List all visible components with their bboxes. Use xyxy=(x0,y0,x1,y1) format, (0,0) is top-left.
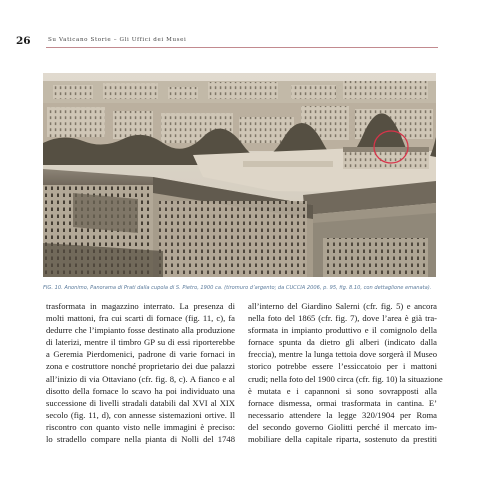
running-head: Su Vaticano Storie – Gli Uffici dei Musei xyxy=(48,37,187,43)
figure-caption: FIG. 10. Anonimo, Panorama di Prati dalla cupola di S. Pietro, 1900 ca. (tiromuro d’argento; da CUCCIA 2006, p. 95, fig. 8.10, con dettaglione emanata). xyxy=(43,285,432,291)
text-line: a Geremia Pierdomenici, padrone di varie fornaci in xyxy=(46,349,235,360)
text-line: trasformata in magazzino interrato. La presenza di xyxy=(46,301,235,311)
figure-photo xyxy=(43,73,436,277)
text-line: riscontro con quanto visto nelle immagini è preciso: xyxy=(46,421,235,432)
panorama-photograph xyxy=(43,73,436,277)
text-line: freccia), mentre la lunga tettoia dove sorgerà il Museo xyxy=(248,349,437,360)
text-line: necessario attendere la legge 320/1904 per Roma xyxy=(248,409,437,420)
header-rule xyxy=(46,47,438,48)
text-line: all’interno del Giardino Salerni (cfr. fig. 5) e ancora xyxy=(248,301,437,311)
text-line: lo stradello compare nella pianta di Nolli del 1748 xyxy=(46,434,235,445)
text-line: molti mattoni, fra cui scarti di fornace (fig. 11, c), fa xyxy=(46,313,235,324)
text-line: fornace spunta da dietro gli alberi (indicato dalla xyxy=(248,337,437,348)
body-text-right-column xyxy=(248,300,443,445)
text-line: è mutata e i capannoni si sono sovrapposti alla xyxy=(248,385,437,396)
text-line: del secondo governo Giolitti perché il mercato im- xyxy=(248,421,437,432)
text-line: storico potrebbe essere l’essiccatoio per i mattoni xyxy=(248,361,437,372)
text-line: nella foto del 1865 (cfr. fig. 7), dove l’area è già tra- xyxy=(248,313,437,324)
text-line: secolo (fig. 11, d), con annesse sistemazioni ortive. Il xyxy=(46,409,235,420)
text-line: di laterizi, mentre il timbro GP su di essi riporterebbe xyxy=(46,337,235,348)
text-line: disotto della fornace lo scavo ha poi individuato una xyxy=(46,385,235,396)
text-line: sformata in impianto produttivo e il comignolo della xyxy=(248,325,437,336)
page-number: 26 xyxy=(16,35,31,47)
text-line: dedurre che l’impianto fosse destinato alla produzione xyxy=(46,325,235,336)
text-line: crudi; nella foto del 1900 circa (cfr. fig. 10) la situazione xyxy=(248,373,443,384)
text-line: zona e costruttore nonché proprietario dei due palazzi xyxy=(46,361,235,372)
text-line: successione di livelli stradali databili dal XVI al XIX xyxy=(46,397,235,408)
text-line: mobiliare della capitale riparta, sostenuto da prestiti xyxy=(248,434,437,445)
text-line: fornace dismessa, ormai trasformata in cantina. E’ xyxy=(248,397,437,408)
body-text-left-column xyxy=(46,300,235,445)
text-line: all’inizio di via Ottaviano (cfr. fig. 8, c). A fianco e al xyxy=(46,373,235,384)
